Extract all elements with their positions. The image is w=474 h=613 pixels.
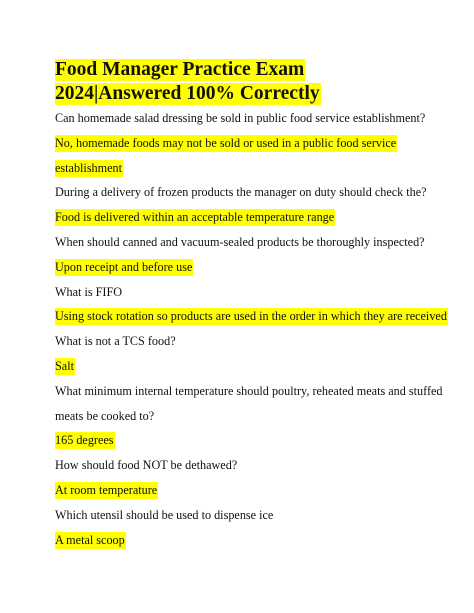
question-line: Which utensil should be used to dispense ice — [55, 507, 274, 522]
answer-line: 165 degrees — [55, 433, 114, 448]
question-line: Can homemade salad dressing be sold in public food service establishment? — [55, 111, 426, 125]
document-title — [55, 58, 321, 106]
question-line: What minimum internal temperature should poultry, reheated meats and stuffed — [55, 383, 443, 398]
answer-line: Using stock rotation so products are used in the order in which they are received — [55, 309, 447, 324]
answer-line: Upon receipt and before use — [55, 259, 193, 274]
question-line: What is FIFO — [55, 284, 123, 299]
answer-line: A metal scoop — [55, 532, 125, 547]
answer-line: No, homemade foods may not be sold or used in a public food service — [55, 135, 397, 150]
question-line: How should food NOT be dethawed? — [55, 458, 238, 473]
question-line: What is not a TCS food? — [55, 334, 176, 349]
title-line-2: 2024|Answered 100% Correctly — [55, 83, 320, 104]
question-line: meats be cooked to? — [55, 408, 155, 423]
answer-line: At room temperature — [55, 482, 158, 497]
answer-line: Salt — [55, 358, 74, 373]
question-line: When should canned and vacuum-sealed products be thoroughly inspected? — [55, 234, 425, 249]
answer-line: establishment — [55, 160, 123, 175]
question-line: During a delivery of frozen products the manager on duty should check the? — [55, 185, 427, 200]
qa-list — [55, 106, 455, 552]
answer-line: Food is delivered within an acceptable temperature range — [55, 210, 335, 225]
title-line-1: Food Manager Practice Exam — [55, 59, 305, 80]
